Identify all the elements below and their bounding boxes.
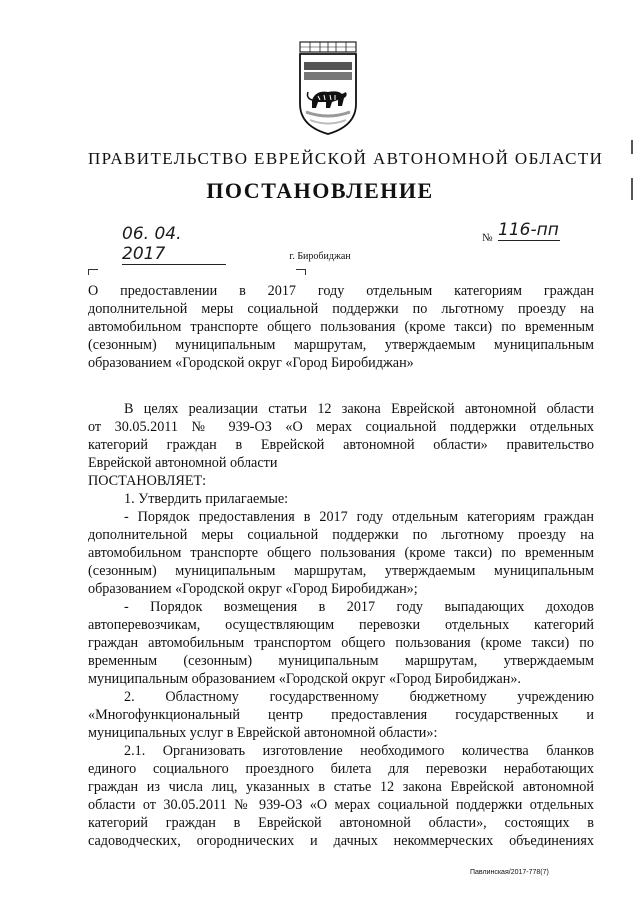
body-line: 1. Утвердить прилагаемые: bbox=[124, 491, 289, 507]
body-line: граждан из числа лиц, указанных в статье 12 закона Еврейской автономной bbox=[88, 779, 594, 795]
subject-line: О предоставлении в 2017 году отдельным категориям граждан bbox=[88, 283, 594, 299]
body-line: единого социального проездного билета для перевозки неработающих bbox=[88, 761, 594, 777]
body-line: муниципальным образованием «Городской округ «Город Биробиджан». bbox=[88, 671, 521, 687]
body-line: В целях реализации статьи 12 закона Еврейской автономной области bbox=[124, 401, 594, 417]
body-line: «Многофункциональный центр предоставления государственных и bbox=[88, 707, 594, 723]
body-line: (сезонным) муниципальным маршрутам, утверждаемым муниципальным bbox=[88, 563, 594, 579]
subject-line: дополнительной меры социальной поддержки по льготному проезду на bbox=[88, 301, 594, 317]
subject-bracket-right bbox=[296, 269, 306, 275]
body-line: категорий граждан в Еврейской автономной области» правительство bbox=[88, 437, 594, 453]
body-line: Еврейской автономной области bbox=[88, 455, 278, 471]
body-line: ПОСТАНОВЛЯЕТ: bbox=[88, 473, 207, 489]
body-line: муниципальных услуг в Еврейской автономной области»: bbox=[88, 725, 438, 741]
document-type-title: ПОСТАНОВЛЕНИЕ bbox=[206, 178, 434, 203]
body-line: от 30.05.2011 № 939-ОЗ «О мерах социальной поддержки отдельных bbox=[88, 419, 594, 435]
scan-edge-mark bbox=[631, 140, 633, 154]
body-line: автоперевозчикам, осуществляющим перевозки отдельных категорий bbox=[88, 617, 594, 633]
body-line: образованием «Городской округ «Город Биробиджан»; bbox=[88, 581, 418, 597]
subject-line: автомобильном транспорте общего пользования (кроме такси) по временным bbox=[88, 319, 594, 335]
subject-line: (сезонным) муниципальным маршрутам, утверждаемым муниципальным bbox=[88, 337, 594, 353]
scan-edge-mark bbox=[631, 178, 633, 200]
executor-signature: Павлинская/2017-778(7) bbox=[470, 869, 549, 876]
body-line: 2.1. Организовать изготовление необходимого количества бланков bbox=[124, 743, 594, 759]
body-line: граждан автомобильным транспортом общего пользования (кроме такси) по bbox=[88, 635, 594, 651]
city-name: г. Биробиджан bbox=[289, 251, 351, 262]
coat-of-arms-icon bbox=[298, 40, 358, 136]
subject-line: образованием «Городской округ «Город Биробиджан» bbox=[88, 355, 414, 371]
document-date: 06. 04. 2017 bbox=[122, 224, 226, 265]
document-number: 116-пп bbox=[498, 220, 559, 240]
body-line: 2. Областному государственному бюджетному учреждению bbox=[124, 689, 594, 705]
number-sign: № bbox=[482, 232, 493, 244]
body-line: автомобильном транспорте общего пользования (кроме такси) по временным bbox=[88, 545, 594, 561]
body-line: - Порядок возмещения в 2017 году выпадающих доходов bbox=[124, 599, 594, 615]
subject-bracket-left bbox=[88, 269, 98, 275]
body-line: области от 30.05.2011 № 939-ОЗ «О мерах социальной поддержки отдельных bbox=[88, 797, 594, 813]
body-line: временным (сезонным) муниципальным маршрутам, утверждаемым bbox=[88, 653, 594, 669]
body-line: - Порядок предоставления в 2017 году отдельным категориям граждан bbox=[124, 509, 594, 525]
government-name: ПРАВИТЕЛЬСТВО ЕВРЕЙСКОЙ АВТОНОМНОЙ ОБЛАСТИ bbox=[88, 149, 604, 168]
body-line: дополнительной меры социальной поддержки по льготному проезду на bbox=[88, 527, 594, 543]
body-line: категорий граждан в Еврейской автономной области», состоящих в bbox=[88, 815, 594, 831]
body-line: садоводческих, огороднических и дачных некоммерческих объединениях bbox=[88, 833, 594, 849]
